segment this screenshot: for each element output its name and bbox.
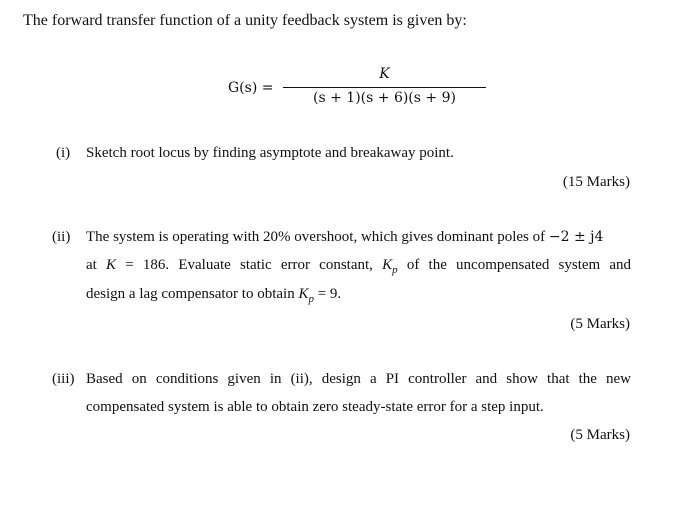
q2-line2-at: at	[86, 257, 97, 273]
question-3-marks: (5 Marks)	[570, 427, 630, 443]
question-2-line-1	[86, 229, 603, 246]
question-1-text: Sketch root locus by finding asymptote and breakaway point.	[86, 145, 454, 161]
equation-lhs: G(s) =	[228, 80, 274, 96]
question-3-number: (iii)	[52, 371, 75, 387]
question-2-line-1-text: The system is operating with 20% overshoot, which gives dominant poles of	[86, 229, 546, 245]
equation-numerator: K	[379, 66, 390, 82]
kp-k: K	[382, 257, 393, 273]
kp-sub: p	[392, 264, 398, 276]
kp-target-k: K	[298, 286, 309, 302]
question-2-number: (ii)	[52, 229, 71, 245]
question-2-marks: (5 Marks)	[570, 316, 630, 332]
kp-target-symbol	[298, 286, 314, 305]
kp-target-sub: p	[308, 293, 314, 305]
question-2-line-2	[86, 257, 631, 276]
dominant-poles: −2 ± j4	[548, 229, 604, 245]
problem-intro: The forward transfer function of a unity feedback system is given by:	[23, 12, 467, 29]
q2-line2-mid: = 186. Evaluate static error constant,	[125, 257, 373, 273]
equation-denominator: (s + 1)(s + 6)(s + 9)	[313, 90, 456, 106]
question-1-marks: (15 Marks)	[562, 174, 630, 190]
question-3-line-1: Based on conditions given in (ii), design a PI controller and show that the new	[86, 371, 631, 387]
question-2-line-3	[86, 286, 341, 305]
fraction-bar	[283, 87, 486, 88]
q2-line3-text: design a lag compensator to obtain	[86, 286, 295, 302]
question-3-line-2: compensated system is able to obtain zero steady-state error for a step input.	[86, 399, 544, 415]
q2-line3-value: = 9.	[317, 286, 342, 302]
kp-symbol	[382, 257, 398, 276]
gain-k: K	[106, 257, 117, 273]
question-1-number: (i)	[56, 145, 71, 161]
q2-line2-end: of the uncompensated system and	[406, 257, 632, 273]
